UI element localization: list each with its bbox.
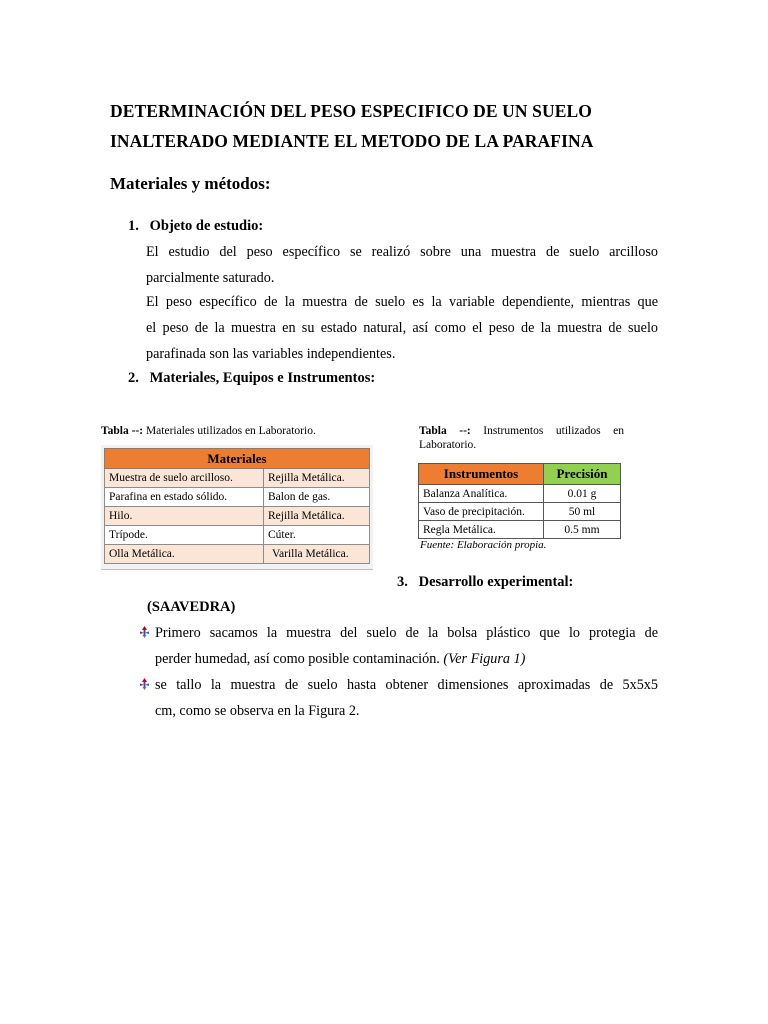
item1-paragraph-1: El estudio del peso específico se realizó sobre una muestra de suelo arcilloso parcialmente saturado.: [146, 244, 658, 286]
table-cell: Balanza Analítica.: [419, 485, 544, 503]
table-cell: Olla Metálica.: [105, 545, 264, 564]
document-title: [110, 96, 670, 156]
table-cell: 50 ml: [544, 503, 621, 521]
materials-table: [104, 448, 370, 564]
table-cell: 0.5 mm: [544, 521, 621, 539]
table-cell: Vaso de precipitación.: [419, 503, 544, 521]
table-cell: Cúter.: [264, 526, 370, 545]
table-cell: Trípode.: [105, 526, 264, 545]
title-line-1: DETERMINACIÓN DEL PESO ESPECIFICO DE UN SUELO: [110, 101, 592, 121]
table-cell: Balon de gas.: [264, 488, 370, 507]
arrow-bullet-icon: [139, 625, 150, 639]
instruments-source-note: Fuente: Elaboración propia.: [420, 539, 547, 551]
table-row: [105, 507, 370, 526]
table-cell: Muestra de suelo arcilloso.: [105, 469, 264, 488]
table-cell: 0.01 g: [544, 485, 621, 503]
item2-heading: 2. Materiales, Equipos e Instrumentos:: [128, 370, 376, 386]
precision-header: Precisión: [544, 464, 621, 485]
table-row: [105, 469, 370, 488]
table-row: [419, 485, 621, 503]
section-heading: Materiales y métodos:: [110, 174, 271, 193]
author-name: (SAAVEDRA): [147, 599, 236, 615]
table-cell: Parafina en estado sólido.: [105, 488, 264, 507]
table-cell: Rejilla Metálica.: [264, 469, 370, 488]
item3-heading: 3. Desarrollo experimental:: [397, 574, 574, 590]
table-cell: Varilla Metálica.: [264, 545, 370, 564]
materials-table-caption: Tabla --: Materiales utilizados en Laboratorio.: [101, 425, 316, 437]
figure-reference: (Ver Figura 1): [443, 651, 526, 667]
title-line-2: INALTERADO MEDIANTE EL METODO DE LA PARAFINA: [110, 131, 594, 151]
table-cell: Regla Metálica.: [419, 521, 544, 539]
arrow-bullet-icon: [139, 677, 150, 691]
table-row: [105, 526, 370, 545]
table-cell: Hilo.: [105, 507, 264, 526]
materials-header: Materiales: [105, 449, 370, 469]
table-row: [105, 488, 370, 507]
instruments-table: [418, 463, 621, 539]
table-row: [419, 503, 621, 521]
item1-paragraph-2: El peso específico de la muestra de suelo es la variable dependiente, mientras que el peso de la muestra en su estado natural, así como el peso de la muestra de suelo parafinada son las variables independientes.: [146, 294, 658, 362]
table-row: [419, 521, 621, 539]
list-item: se tallo la muestra de suelo hasta obtener dimensiones aproximadas de 5x5x5 cm, como se observa en la Figura 2.: [130, 672, 658, 724]
list-item: Primero sacamos la muestra del suelo de la bolsa plástico que lo protegia de perder humedad, así como posible contaminación. (Ver Figura 1): [130, 620, 658, 672]
table-row: [105, 545, 370, 564]
instruments-table-caption: Tabla --: Instrumentos utilizados en Laboratorio.: [419, 425, 624, 451]
table-cell: Rejilla Metálica.: [264, 507, 370, 526]
instruments-header: Instrumentos: [419, 464, 544, 485]
item1-heading: 1. Objeto de estudio:: [128, 218, 264, 234]
